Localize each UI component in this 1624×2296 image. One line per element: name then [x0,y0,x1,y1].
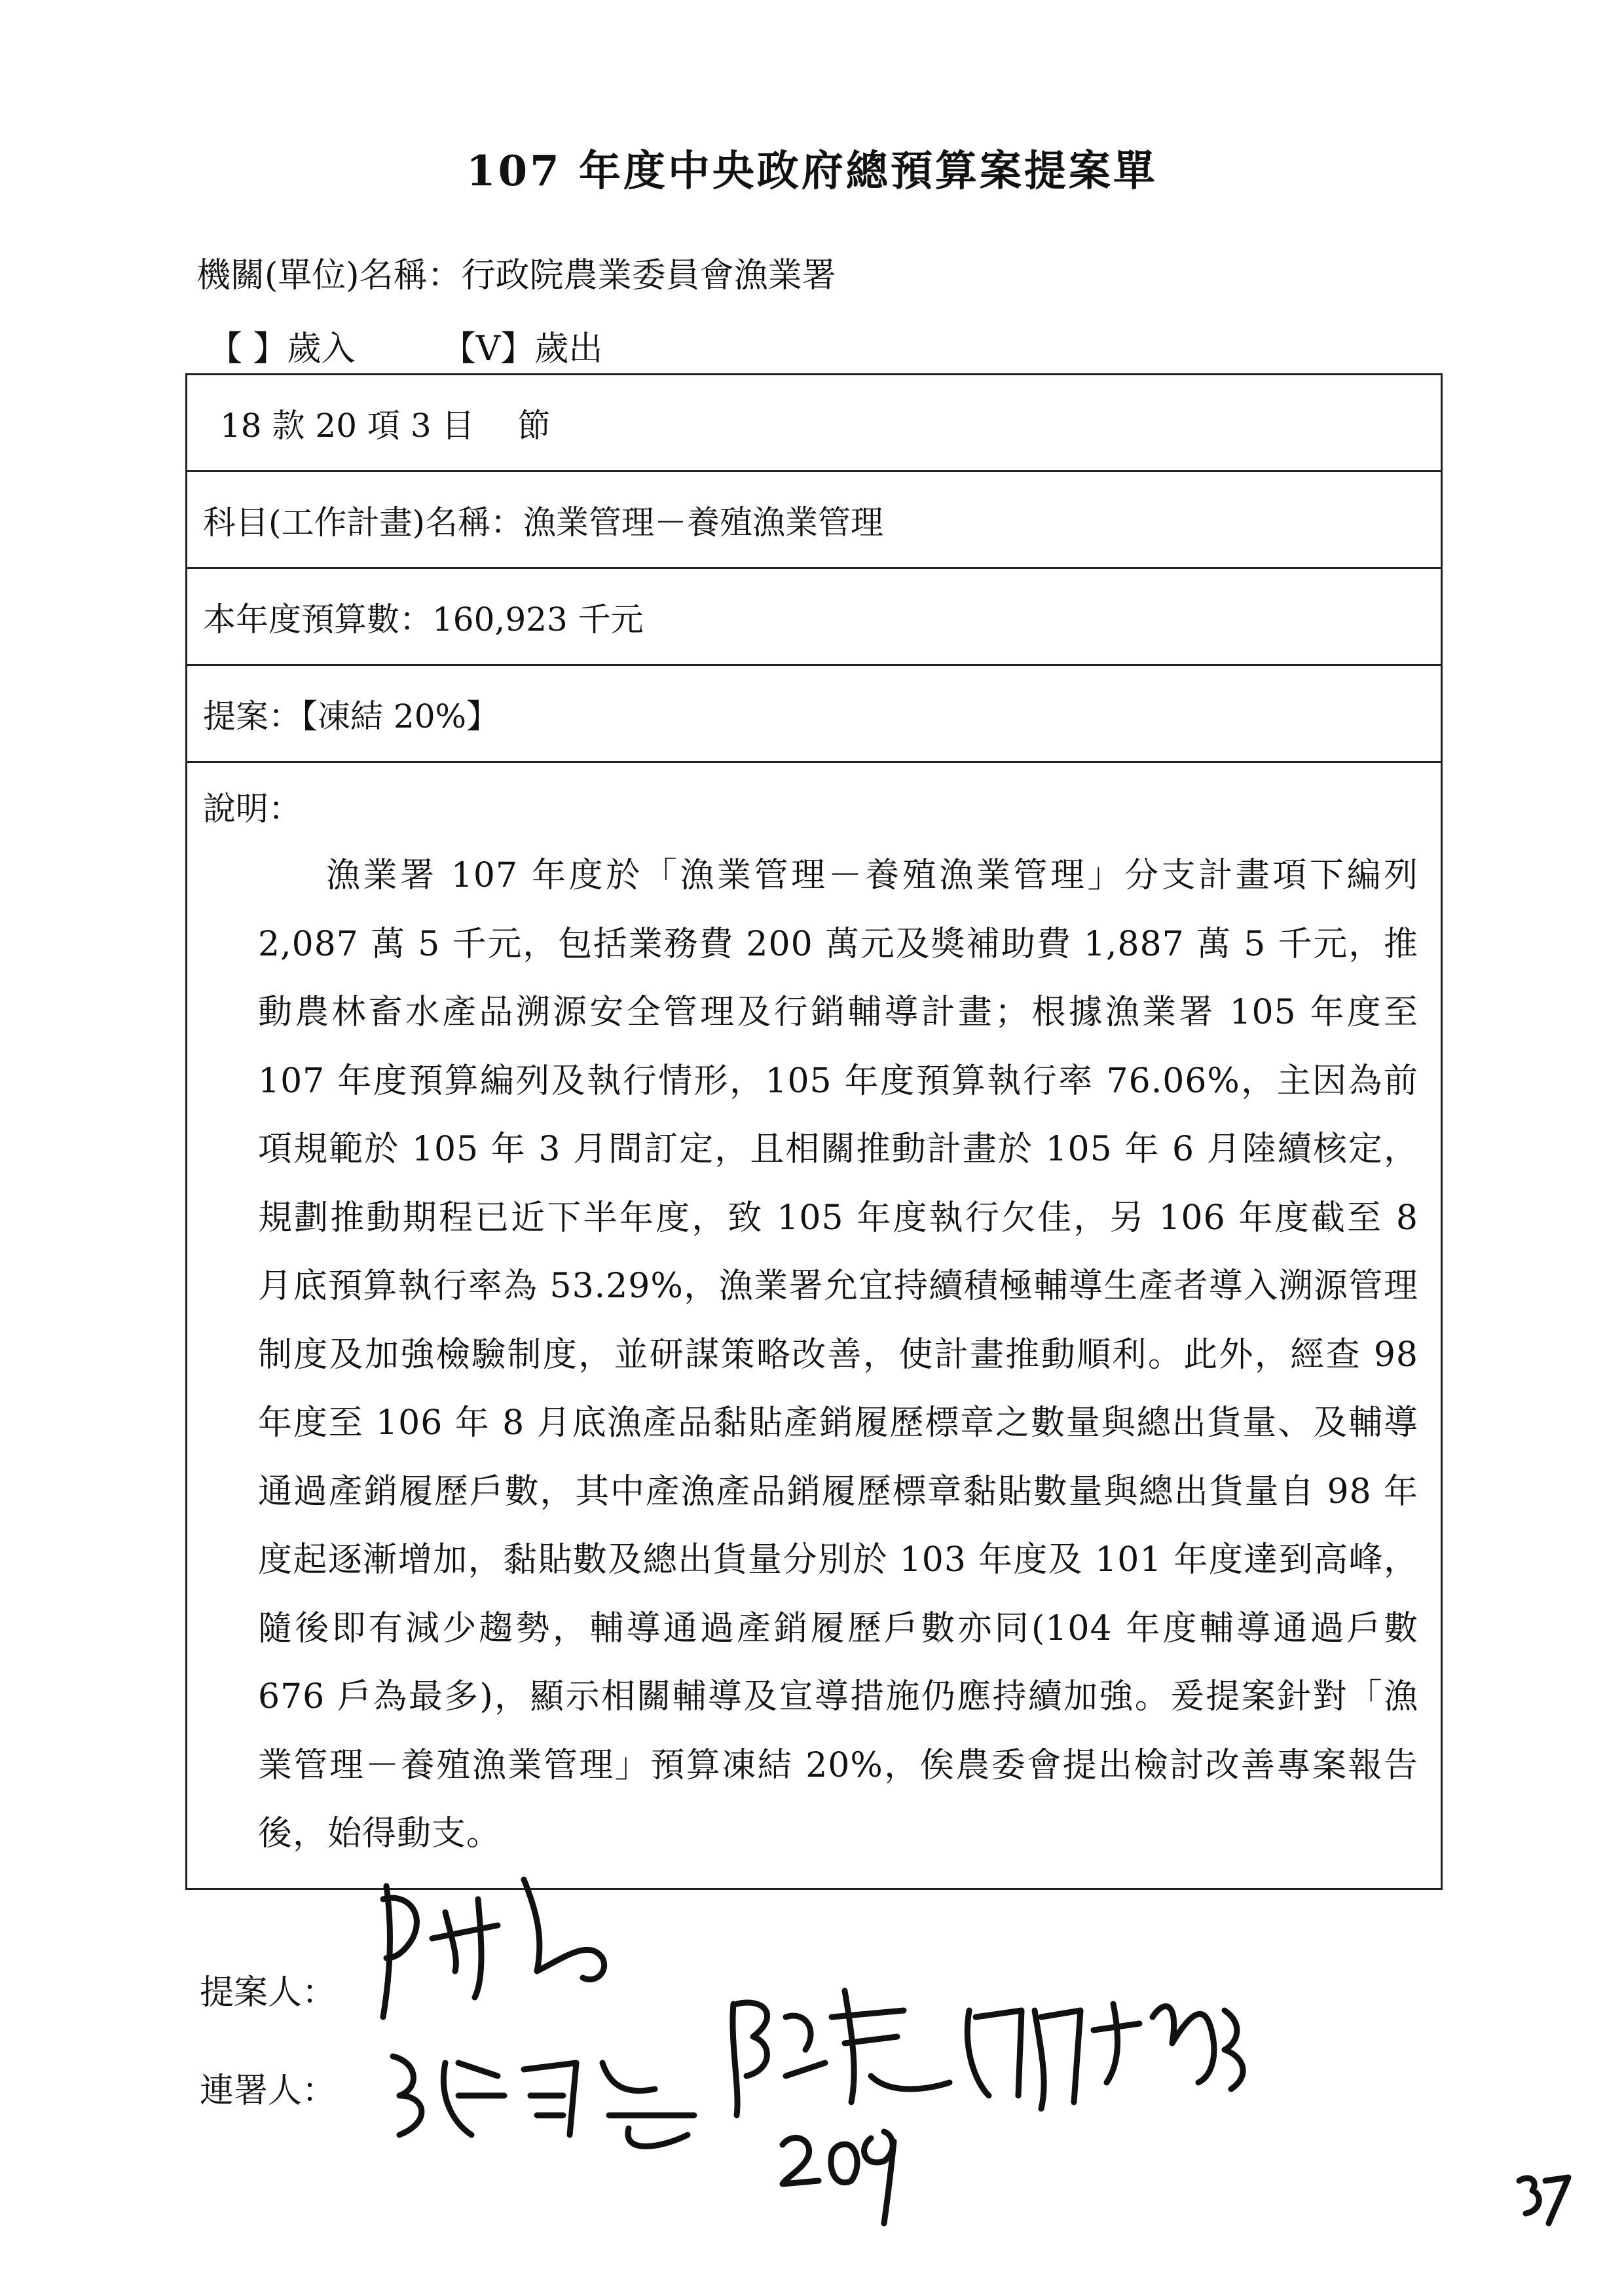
note-label: 說明： [203,790,301,828]
note-row [187,762,1442,1889]
budget-code-row [187,375,1442,472]
expenditure-checkbox: 【V】歲出 [441,329,603,369]
cosigner-signature-3 [1094,2004,1243,2089]
cosigner-signature-1 [393,2056,694,2147]
proposer-label: 提案人： [200,1973,337,2012]
cosigner-signature-2 [733,1991,1080,2115]
handwritten-number-37 [1519,2177,1568,2223]
cosigner-label: 連署人： [200,2071,337,2111]
agency-name: 機關(單位)名稱：行政院農業委員會漁業署 [196,256,836,295]
proposer-signature [383,1879,604,2017]
note-body: 漁業署 107 年度於「漁業管理－養殖漁業管理」分支計畫項下編列 2,087 萬 5 千元，包括業務費 200 萬元及獎補助費 1,887 萬 5 千元，推動農林畜水產品溯源安全管理及行銷輔導計畫；根據漁業署 105 年度至 107 年度預算編列及執行情形，105 年度預算執行率 76.06%，主因為前項規範於 105 年 3 月間訂定，且相關推動計畫於 105 年 6 月陸續核定，規劃推動期程已近下半年度，致 105 年度執行欠佳，另 106 年度截至 8 月底預算執行率為 53.29%，漁業署允宜持續積極輔導生產者導入溯源管理制度及加強檢驗制度，並研謀策略改善，使計畫推動順利。此外，經查 98 年度至 106 年 8 月底漁產品黏貼產銷履歷標章之數量與總出貨量、及輔導通過產銷履歷戶數，其中產漁產品銷履歷標章黏貼數量與總出貨量自 98 年度起逐漸增加，黏貼數及總出貨量分別於 103 年度及 101 年度達到高峰，隨後即有減少趨勢，輔導通過產銷履歷戶數亦同(104 年度輔導通過戶數 676 戶為最多)，顯示相關輔導及宣導措施仍應持續加強。爰提案針對「漁業管理－養殖漁業管理」預算凍結 20%，俟農委會提出檢討改善專案報告後，始得動支。 [258,856,1418,1853]
budget-amount-row [187,568,1442,665]
program-name-cell: 科目(工作計畫)名稱：漁業管理－養殖漁業管理 [187,472,1442,568]
handwritten-number-209 [783,2132,894,2223]
revenue-checkbox: 【 】歲入 [208,329,356,369]
proposal-form-table [185,373,1443,1890]
budget-amount-cell: 本年度預算數：160,923 千元 [187,568,1442,665]
program-name-row [187,472,1442,568]
budget-code-cell: 18 款 20 項 3 目 節 [187,375,1442,472]
page-title: 107 年度中央政府總預算案提案單 [466,147,1158,196]
note-cell [187,762,1442,1889]
budget-type-checks [208,321,602,370]
proposal-row [187,665,1442,762]
proposal-cell: 提案：【凍結 20%】 [187,665,1442,762]
